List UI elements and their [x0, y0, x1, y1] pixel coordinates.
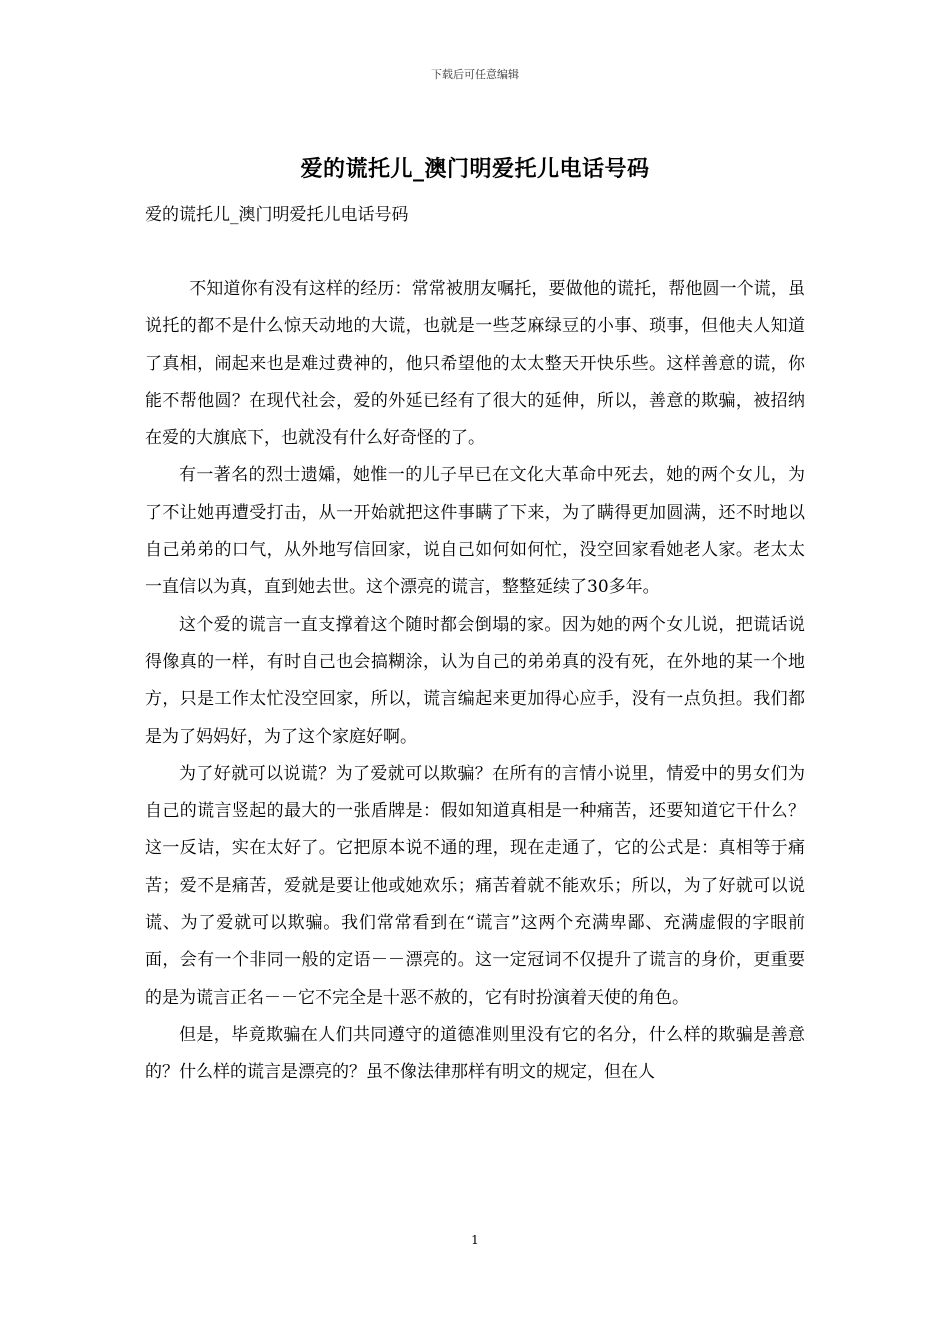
paragraph: 这个爱的谎言一直支撑着这个随时都会倒塌的家。因为她的两个女儿说，把谎话说得像真的一样，有时自己也会搞糊涂，认为自己的弟弟真的没有死，在外地的某一个地方，只是工作太忙没空回家，所以，谎言编起来更加得心应手，没有一点负担。我们都是为了妈妈好，为了这个家庭好啊。 [145, 614, 805, 747]
paragraph: 为了好就可以说谎？为了爱就可以欺骗？在所有的言情小说里，情爱中的男女们为自己的谎言竖起的最大的一张盾牌是：假如知道真相是一种痛苦，还要知道它干什么？这一反诘，实在太好了。它把原本说不通的理，现在走通了，它的公式是：真相等于痛苦；爱不是痛苦，爱就是要让他或她欢乐；痛苦着就不能欢乐；所以，为了好就可以说谎、为了爱就可以欺骗。我们常常看到在“谎言”这两个充满卑鄙、充满虚假的字眼前面，会有一个非同一般的定语－－漂亮的。这一定冠词不仅提升了谎言的身价，更重要的是为谎言正名－－它不完全是十恶不赦的，它有时扮演着天使的角色。 [145, 763, 805, 1008]
page-header: 下载后可任意编辑 [431, 68, 519, 81]
page-number: 1 [471, 1233, 479, 1247]
document-body [145, 271, 805, 1092]
paragraph: 有一著名的烈士遗孀，她惟一的儿子早已在文化大革命中死去，她的两个女儿，为了不让她再遭受打击，从一开始就把这件事瞒了下来，为了瞒得更加圆满，还不时地以自己弟弟的口气，从外地写信回家，说自己如何如何忙，没空回家看她老人家。老太太一直信以为真，直到她去世。这个漂亮的谎言，整整延续了30多年。 [145, 465, 805, 598]
paragraph: 但是，毕竟欺骗在人们共同遵守的道德准则里没有它的名分，什么样的欺骗是善意的？什么样的谎言是漂亮的？虽不像法律那样有明文的规定，但在人 [145, 1024, 805, 1083]
document-title: 爱的谎托儿_澳门明爱托儿电话号码 [300, 156, 650, 182]
paragraph: 不知道你有没有这样的经历：常常被朋友嘱托，要做他的谎托，帮他圆一个谎，虽说托的都不是什么惊天动地的大谎，也就是一些芝麻绿豆的小事、琐事，但他夫人知道了真相，闹起来也是难过费神的，他只希望他的太太整天开快乐些。这样善意的谎，你能不帮他圆？在现代社会，爱的外延已经有了很大的延伸，所以，善意的欺骗，被招纳在爱的大旗底下，也就没有什么好奇怪的了。 [145, 279, 805, 449]
document-subtitle: 爱的谎托儿_澳门明爱托儿电话号码 [145, 205, 409, 225]
